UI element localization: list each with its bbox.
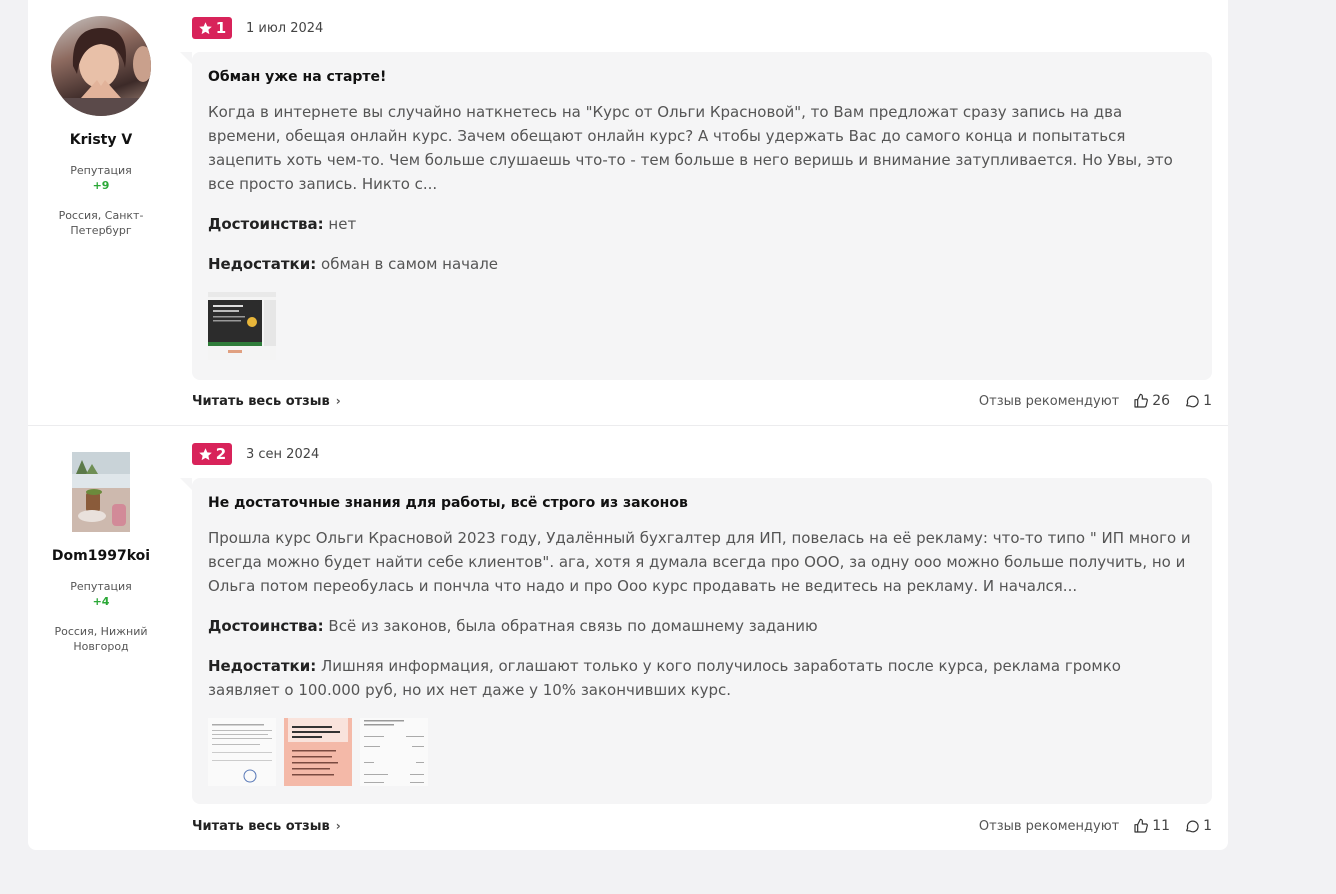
- reputation-value: +9: [92, 179, 110, 192]
- reputation-label: Репутация: [70, 580, 132, 593]
- author-location: Россия, Нижний Новгород: [54, 625, 148, 653]
- comment-icon: [1184, 818, 1200, 834]
- review-meta: [192, 17, 323, 39]
- review-pros: [208, 614, 1196, 638]
- comment-count: 1: [1203, 818, 1212, 834]
- review-pros: [208, 212, 1196, 236]
- review-photo[interactable]: [360, 718, 428, 786]
- cons-label: Недостатки:: [208, 657, 317, 675]
- reputation-label: Репутация: [70, 164, 132, 177]
- reviews-card: [28, 0, 1228, 850]
- cons-label: Недостатки:: [208, 255, 317, 273]
- rating-value: 2: [215, 445, 227, 463]
- star-icon: [198, 447, 213, 462]
- pros-text: Всё из законов, была обратная связь по домашнему заданию: [323, 617, 818, 635]
- recommend-label: Отзыв рекомендуют: [978, 393, 1120, 409]
- review-author: [28, 426, 174, 654]
- rating-value: 1: [215, 19, 227, 37]
- review-cons: [208, 252, 1196, 276]
- review-title[interactable]: Обман уже на старте!: [208, 69, 387, 85]
- review-date: 1 июл 2024: [246, 20, 324, 36]
- review-photos: [208, 292, 1196, 360]
- review-footer: [192, 816, 1212, 836]
- review-photos: [208, 718, 1196, 786]
- review-photo[interactable]: [208, 718, 276, 786]
- review-text: Прошла курс Ольги Красновой 2023 году, Удалённый бухгалтер для ИП, повелась на её рекламу: что-то типо " ИП много и всегда можно будет найти себе клиентов". ага, хотя я думала всегда про ООО, за одну ооо можно больше получить, но и Ольга потом переобулась и пончла что надо и про Ооо курс продавать не ведитесь на рекламу. И начался...: [208, 529, 1191, 595]
- comment-button[interactable]: [1184, 818, 1212, 834]
- comment-icon: [1184, 393, 1200, 409]
- thumbs-up-icon: [1133, 393, 1149, 409]
- author-location: Россия, Санкт-Петербург: [58, 209, 144, 237]
- review-body: [192, 52, 1212, 380]
- author-name[interactable]: Kristy V: [69, 132, 133, 148]
- review-meta: [192, 443, 319, 465]
- review-footer: [192, 391, 1212, 411]
- cons-text: обман в самом начале: [316, 255, 499, 273]
- review-title[interactable]: Не достаточные знания для работы, всё строго из законов: [208, 495, 688, 511]
- recommend-label: Отзыв рекомендуют: [978, 818, 1120, 834]
- like-count: 26: [1152, 393, 1171, 409]
- like-button[interactable]: [1133, 818, 1170, 834]
- read-more-link[interactable]: [192, 394, 341, 409]
- like-count: 11: [1152, 818, 1171, 834]
- author-name[interactable]: Dom1997koi: [51, 548, 151, 564]
- pros-label: Достоинства:: [208, 215, 324, 233]
- reputation-value: +4: [92, 595, 110, 608]
- review-date: 3 сен 2024: [246, 446, 320, 462]
- review-cons: [208, 654, 1196, 702]
- thumbs-up-icon: [1133, 818, 1149, 834]
- chevron-right-icon: ›: [335, 394, 341, 408]
- review-text: Когда в интернете вы случайно наткнетесь на "Курс от Ольги Красновой", то Вам предложат сразу запись на два времени, обещая онлайн курс. Зачем обещают онлайн курс? А чтобы удержать Вас до самого конца и попытаться зацепить хоть чем-то. Чем больше слушаешь что-то - тем больше в него веришь и внимание затупливается. Но Увы, это все просто запись. Никто с...: [208, 103, 1173, 193]
- star-icon: [198, 21, 213, 36]
- avatar[interactable]: [51, 16, 151, 116]
- pros-label: Достоинства:: [208, 617, 324, 635]
- review-body: [192, 478, 1212, 804]
- pros-text: нет: [323, 215, 357, 233]
- comment-count: 1: [1203, 393, 1212, 409]
- avatar[interactable]: [72, 452, 130, 532]
- read-more-label: Читать весь отзыв: [192, 393, 330, 409]
- comment-button[interactable]: [1184, 393, 1212, 409]
- read-more-link[interactable]: [192, 819, 341, 834]
- read-more-label: Читать весь отзыв: [192, 818, 330, 834]
- rating-badge: [192, 443, 232, 465]
- review-photo[interactable]: [208, 292, 276, 360]
- rating-badge: [192, 17, 232, 39]
- review-author: [28, 0, 174, 238]
- review-item: [28, 0, 1228, 426]
- review-item: [28, 426, 1228, 850]
- review-photo[interactable]: [284, 718, 352, 786]
- cons-text: Лишняя информация, оглашают только у кого получилось заработать после курса, реклама громко заявляет о 100.000 руб, но их нет даже у 10% закончивших курс.: [208, 657, 1121, 699]
- like-button[interactable]: [1133, 393, 1170, 409]
- chevron-right-icon: ›: [335, 819, 341, 833]
